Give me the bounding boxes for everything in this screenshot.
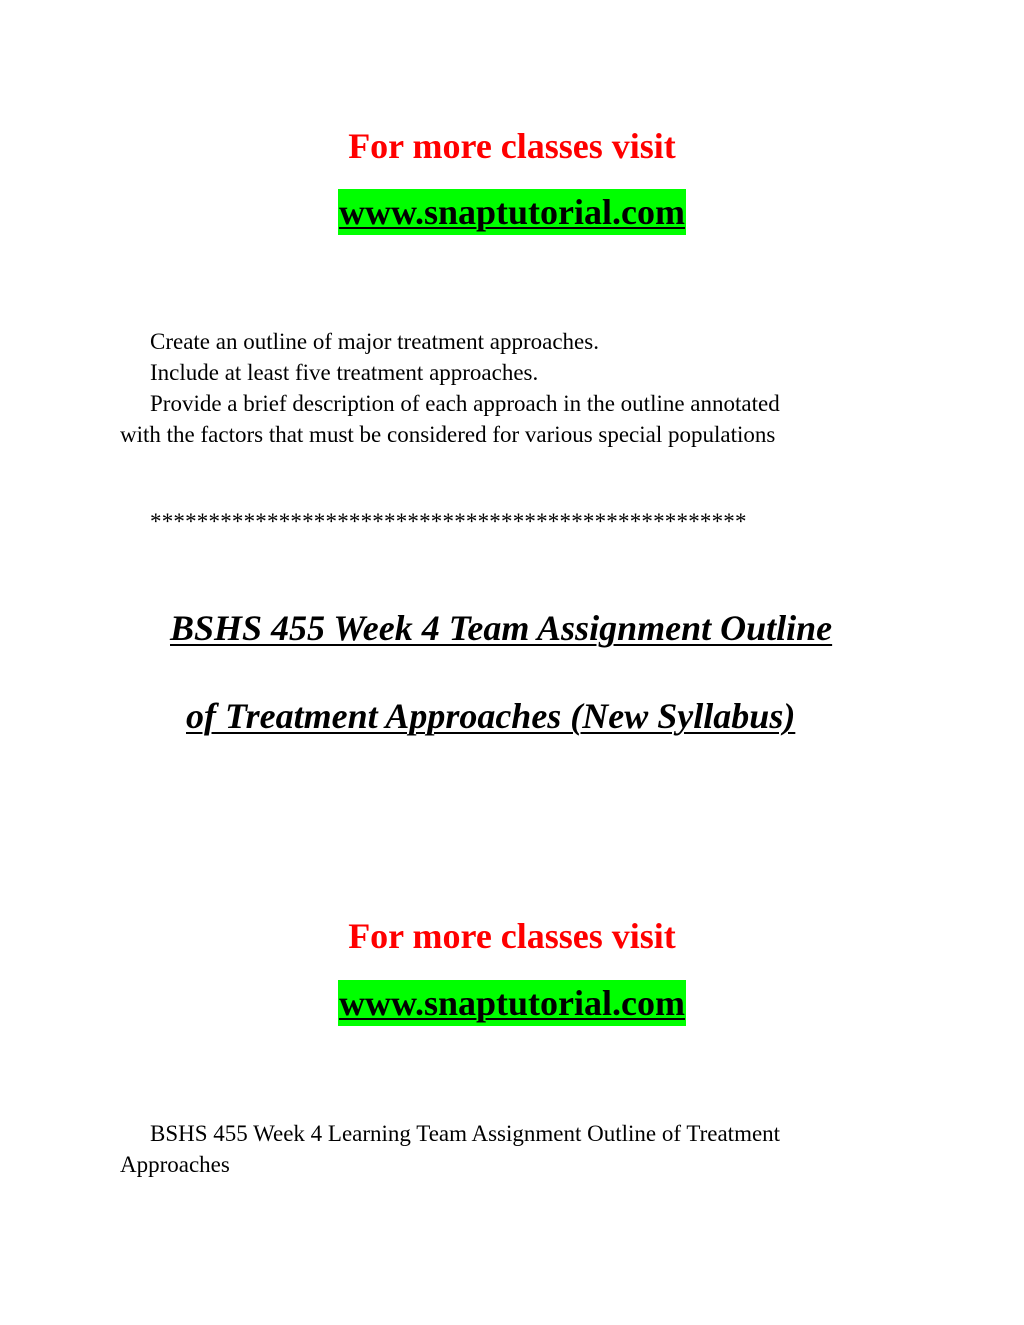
promo-link-bottom-wrap xyxy=(0,980,1024,1026)
instruction-line-4: with the factors that must be considered for various special populations xyxy=(120,422,776,447)
promo-heading-bottom: For more classes visit xyxy=(348,916,676,956)
instruction-line-2: Include at least five treatment approaches. xyxy=(150,360,539,385)
snaptutorial-link-bottom[interactable]: www.snaptutorial.com xyxy=(338,980,686,1026)
separator-stars: *************************************************** xyxy=(150,509,747,534)
title-line-1: BSHS 455 Week 4 Team Assignment Outline xyxy=(170,608,833,648)
footer-line-2: Approaches xyxy=(120,1152,230,1177)
footer-line-1: BSHS 455 Week 4 Learning Team Assignment Outline of Treatment xyxy=(150,1121,781,1146)
instructions-block xyxy=(120,326,910,450)
instruction-line-1: Create an outline of major treatment approaches. xyxy=(150,329,599,354)
snaptutorial-link-top[interactable]: www.snaptutorial.com xyxy=(338,189,686,235)
footer-block xyxy=(120,1118,910,1180)
promo-link-top-wrap xyxy=(0,189,1024,235)
promo-heading-top: For more classes visit xyxy=(348,126,676,166)
title-line-2: of Treatment Approaches (New Syllabus) xyxy=(186,696,796,736)
instruction-line-3: Provide a brief description of each approach in the outline annotated xyxy=(150,391,780,416)
